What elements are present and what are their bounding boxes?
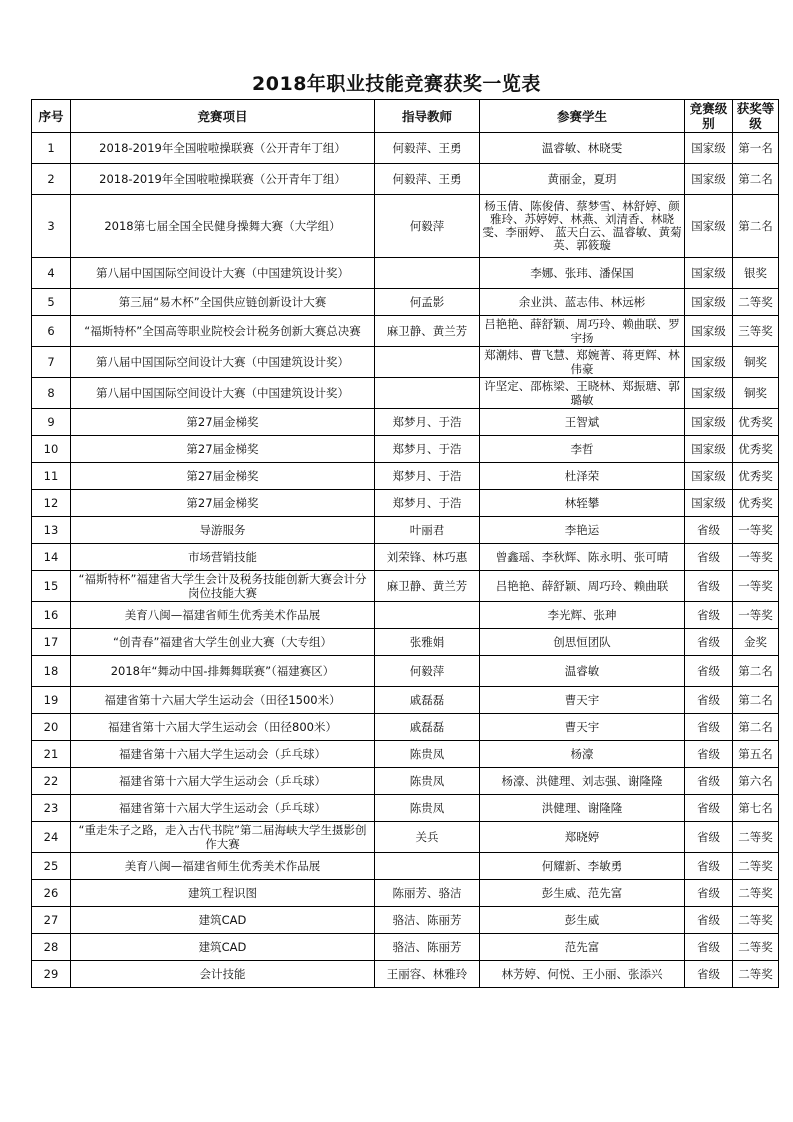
- cell-students: 彭生威、范先富: [480, 880, 685, 907]
- cell-teacher: 麻卫静、黄兰芳: [375, 316, 480, 347]
- cell-award: 一等奖: [733, 571, 779, 602]
- cell-students: 吕艳艳、薛舒颖、周巧玲、赖曲联: [480, 571, 685, 602]
- cell-no: 22: [32, 768, 71, 795]
- cell-students: 郑潮炜、曹飞慧、郑婉菁、蒋更辉、林伟豪: [480, 347, 685, 378]
- cell-level: 省级: [685, 517, 733, 544]
- cell-award: 第二名: [733, 164, 779, 195]
- cell-teacher: 何孟影: [375, 289, 480, 316]
- cell-level: 国家级: [685, 436, 733, 463]
- cell-level: 国家级: [685, 164, 733, 195]
- cell-teacher: 郑梦月、于浩: [375, 463, 480, 490]
- table-row: [32, 629, 779, 656]
- cell-no: 19: [32, 687, 71, 714]
- cell-no: 2: [32, 164, 71, 195]
- cell-award: 二等奖: [733, 880, 779, 907]
- cell-award: 二等奖: [733, 907, 779, 934]
- cell-teacher: [375, 347, 480, 378]
- cell-level: 国家级: [685, 258, 733, 289]
- cell-students: 杨玉倩、陈俊倩、蔡梦雪、林舒婷、颜雅玲、苏婷婷、林燕、刘清香、林晓雯、李丽婷、 蓝天白云、温睿敏、黄菊英、郭筱璇: [480, 195, 685, 258]
- table-row: [32, 258, 779, 289]
- cell-competition: 市场营销技能: [71, 544, 375, 571]
- cell-award: 三等奖: [733, 316, 779, 347]
- awards-table: [31, 99, 779, 988]
- table-row: [32, 571, 779, 602]
- cell-teacher: [375, 258, 480, 289]
- cell-competition: 第27届金梯奖: [71, 409, 375, 436]
- cell-competition: 福建省第十六届大学生运动会（田径800米）: [71, 714, 375, 741]
- header-no: 序号: [32, 100, 71, 133]
- table-row: [32, 436, 779, 463]
- cell-no: 20: [32, 714, 71, 741]
- table-row: [32, 741, 779, 768]
- cell-teacher: 何毅萍、王勇: [375, 164, 480, 195]
- cell-no: 21: [32, 741, 71, 768]
- table-row: [32, 714, 779, 741]
- cell-level: 国家级: [685, 490, 733, 517]
- cell-no: 1: [32, 133, 71, 164]
- cell-no: 26: [32, 880, 71, 907]
- cell-teacher: 叶丽君: [375, 517, 480, 544]
- cell-level: 国家级: [685, 378, 733, 409]
- cell-teacher: 郑梦月、于浩: [375, 436, 480, 463]
- table-row: [32, 961, 779, 988]
- cell-level: 省级: [685, 961, 733, 988]
- cell-no: 17: [32, 629, 71, 656]
- cell-students: 黄丽金，夏玥: [480, 164, 685, 195]
- cell-competition: 建筑工程识图: [71, 880, 375, 907]
- table-row: [32, 133, 779, 164]
- cell-level: 省级: [685, 880, 733, 907]
- cell-level: 省级: [685, 714, 733, 741]
- cell-teacher: [375, 378, 480, 409]
- cell-no: 23: [32, 795, 71, 822]
- cell-teacher: 何毅萍: [375, 656, 480, 687]
- cell-level: 省级: [685, 602, 733, 629]
- cell-students: 林芳婷、何悦、王小丽、张添兴: [480, 961, 685, 988]
- cell-teacher: 郑梦月、于浩: [375, 490, 480, 517]
- cell-award: 第七名: [733, 795, 779, 822]
- cell-competition: 第27届金梯奖: [71, 490, 375, 517]
- cell-no: 6: [32, 316, 71, 347]
- cell-competition: 第27届金梯奖: [71, 436, 375, 463]
- cell-competition: “福斯特杯”福建省大学生会计及税务技能创新大赛会计分岗位技能大赛: [71, 571, 375, 602]
- cell-teacher: [375, 853, 480, 880]
- cell-teacher: 何毅萍、王勇: [375, 133, 480, 164]
- cell-award: 第二名: [733, 687, 779, 714]
- cell-no: 3: [32, 195, 71, 258]
- cell-no: 15: [32, 571, 71, 602]
- cell-no: 28: [32, 934, 71, 961]
- cell-teacher: 骆洁、陈丽芳: [375, 934, 480, 961]
- cell-students: 温睿敏、林晓雯: [480, 133, 685, 164]
- cell-level: 省级: [685, 934, 733, 961]
- cell-award: 一等奖: [733, 602, 779, 629]
- cell-level: 国家级: [685, 347, 733, 378]
- cell-students: 余业洪、蓝志伟、林远彬: [480, 289, 685, 316]
- cell-competition: 2018-2019年全国啦啦操联赛（公开青年丁组）: [71, 133, 375, 164]
- cell-competition: 第八届中国国际空间设计大赛（中国建筑设计奖）: [71, 378, 375, 409]
- table-row: [32, 768, 779, 795]
- cell-teacher: 王丽容、林雅玲: [375, 961, 480, 988]
- table-row: [32, 195, 779, 258]
- cell-students: 彭生威: [480, 907, 685, 934]
- cell-level: 国家级: [685, 289, 733, 316]
- cell-competition: 第八届中国国际空间设计大赛（中国建筑设计奖）: [71, 347, 375, 378]
- cell-award: 二等奖: [733, 822, 779, 853]
- cell-students: 李哲: [480, 436, 685, 463]
- cell-competition: “福斯特杯”全国高等职业院校会计税务创新大赛总决赛: [71, 316, 375, 347]
- cell-award: 银奖: [733, 258, 779, 289]
- cell-teacher: [375, 602, 480, 629]
- cell-students: 何耀新、李敏勇: [480, 853, 685, 880]
- cell-level: 国家级: [685, 133, 733, 164]
- cell-level: 国家级: [685, 463, 733, 490]
- cell-level: 省级: [685, 907, 733, 934]
- cell-competition: “创青春”福建省大学生创业大赛（大专组）: [71, 629, 375, 656]
- cell-teacher: 关兵: [375, 822, 480, 853]
- cell-level: 省级: [685, 795, 733, 822]
- header-award: 获奖等级: [733, 100, 779, 133]
- cell-students: 洪健理、谢隆隆: [480, 795, 685, 822]
- cell-award: 铜奖: [733, 378, 779, 409]
- cell-award: 一等奖: [733, 544, 779, 571]
- cell-students: 林轾攀: [480, 490, 685, 517]
- cell-competition: 2018第七届全国全民健身操舞大赛（大学组）: [71, 195, 375, 258]
- table-row: [32, 934, 779, 961]
- cell-award: 第二名: [733, 714, 779, 741]
- cell-level: 省级: [685, 687, 733, 714]
- cell-award: 一等奖: [733, 517, 779, 544]
- cell-students: 杨濠、洪健理、刘志强、谢隆隆: [480, 768, 685, 795]
- cell-award: 铜奖: [733, 347, 779, 378]
- cell-no: 29: [32, 961, 71, 988]
- table-row: [32, 463, 779, 490]
- cell-no: 14: [32, 544, 71, 571]
- document-title: 2018年职业技能竞赛获奖一览表: [252, 73, 541, 95]
- cell-teacher: 何毅萍: [375, 195, 480, 258]
- cell-competition: 第三届“易木杯”全国供应链创新设计大赛: [71, 289, 375, 316]
- cell-competition: 建筑CAD: [71, 934, 375, 961]
- cell-award: 二等奖: [733, 961, 779, 988]
- cell-competition: 第八届中国国际空间设计大赛（中国建筑设计奖）: [71, 258, 375, 289]
- table-row: [32, 490, 779, 517]
- cell-level: 省级: [685, 544, 733, 571]
- cell-award: 金奖: [733, 629, 779, 656]
- cell-no: 11: [32, 463, 71, 490]
- header-teacher: 指导教师: [375, 100, 480, 133]
- cell-competition: “重走朱子之路，走入古代书院”第二届海峡大学生摄影创作大赛: [71, 822, 375, 853]
- cell-no: 13: [32, 517, 71, 544]
- table-row: [32, 517, 779, 544]
- header-competition: 竞赛项目: [71, 100, 375, 133]
- cell-level: 国家级: [685, 195, 733, 258]
- cell-award: 优秀奖: [733, 490, 779, 517]
- cell-competition: 导游服务: [71, 517, 375, 544]
- cell-no: 12: [32, 490, 71, 517]
- cell-teacher: 陈贵凤: [375, 741, 480, 768]
- header-row: [32, 100, 779, 133]
- cell-students: 李光辉、张珅: [480, 602, 685, 629]
- table-body: [32, 133, 779, 988]
- cell-award: 二等奖: [733, 289, 779, 316]
- table-row: [32, 316, 779, 347]
- cell-level: 国家级: [685, 316, 733, 347]
- cell-no: 9: [32, 409, 71, 436]
- header-students: 参赛学生: [480, 100, 685, 133]
- cell-level: 省级: [685, 853, 733, 880]
- cell-level: 省级: [685, 768, 733, 795]
- cell-competition: 会计技能: [71, 961, 375, 988]
- cell-competition: 2018年“舞动中国-排舞舞联赛”（福建赛区）: [71, 656, 375, 687]
- cell-teacher: 骆洁、陈丽芳: [375, 907, 480, 934]
- table-row: [32, 795, 779, 822]
- table-row: [32, 656, 779, 687]
- table-row: [32, 164, 779, 195]
- cell-teacher: 刘荣锋、林巧惠: [375, 544, 480, 571]
- table-row: [32, 378, 779, 409]
- cell-no: 16: [32, 602, 71, 629]
- cell-students: 曹天宇: [480, 687, 685, 714]
- cell-teacher: 张雅娟: [375, 629, 480, 656]
- cell-competition: 福建省第十六届大学生运动会（乒乓球）: [71, 741, 375, 768]
- cell-teacher: 戚磊磊: [375, 687, 480, 714]
- cell-no: 27: [32, 907, 71, 934]
- cell-competition: 福建省第十六届大学生运动会（田径1500米）: [71, 687, 375, 714]
- cell-no: 4: [32, 258, 71, 289]
- cell-competition: 美育八闽—福建省师生优秀美术作品展: [71, 853, 375, 880]
- table-row: [32, 822, 779, 853]
- cell-level: 省级: [685, 571, 733, 602]
- cell-students: 范先富: [480, 934, 685, 961]
- table-row: [32, 602, 779, 629]
- cell-competition: 福建省第十六届大学生运动会（乒乓球）: [71, 795, 375, 822]
- cell-level: 国家级: [685, 409, 733, 436]
- cell-no: 18: [32, 656, 71, 687]
- cell-teacher: 郑梦月、于浩: [375, 409, 480, 436]
- cell-award: 优秀奖: [733, 436, 779, 463]
- table-row: [32, 907, 779, 934]
- cell-students: 李娜、张玮、潘保国: [480, 258, 685, 289]
- cell-award: 第二名: [733, 656, 779, 687]
- cell-students: 王智斌: [480, 409, 685, 436]
- cell-award: 第五名: [733, 741, 779, 768]
- cell-level: 省级: [685, 629, 733, 656]
- cell-no: 24: [32, 822, 71, 853]
- cell-competition: 建筑CAD: [71, 907, 375, 934]
- cell-students: 杜泽荣: [480, 463, 685, 490]
- table-row: [32, 409, 779, 436]
- cell-students: 温睿敏: [480, 656, 685, 687]
- cell-no: 25: [32, 853, 71, 880]
- cell-no: 10: [32, 436, 71, 463]
- table-row: [32, 289, 779, 316]
- cell-students: 李艳运: [480, 517, 685, 544]
- table-row: [32, 880, 779, 907]
- table-row: [32, 853, 779, 880]
- cell-students: 曹天宇: [480, 714, 685, 741]
- table-row: [32, 347, 779, 378]
- table-row: [32, 687, 779, 714]
- cell-no: 7: [32, 347, 71, 378]
- cell-competition: 福建省第十六届大学生运动会（乒乓球）: [71, 768, 375, 795]
- cell-level: 省级: [685, 741, 733, 768]
- cell-award: 二等奖: [733, 934, 779, 961]
- cell-award: 优秀奖: [733, 463, 779, 490]
- cell-teacher: 戚磊磊: [375, 714, 480, 741]
- cell-students: 杨濠: [480, 741, 685, 768]
- cell-teacher: 麻卫静、黄兰芳: [375, 571, 480, 602]
- cell-competition: 第27届金梯奖: [71, 463, 375, 490]
- cell-students: 郑晓婷: [480, 822, 685, 853]
- cell-award: 第六名: [733, 768, 779, 795]
- cell-teacher: 陈贵凤: [375, 768, 480, 795]
- table-row: [32, 544, 779, 571]
- cell-teacher: 陈丽芳、骆洁: [375, 880, 480, 907]
- cell-award: 第二名: [733, 195, 779, 258]
- cell-students: 许坚定、邵栋梁、王晓林、郑振瑭、郭璐敏: [480, 378, 685, 409]
- cell-level: 省级: [685, 822, 733, 853]
- cell-award: 二等奖: [733, 853, 779, 880]
- cell-award: 第一名: [733, 133, 779, 164]
- cell-students: 创思恒团队: [480, 629, 685, 656]
- cell-no: 5: [32, 289, 71, 316]
- cell-teacher: 陈贵凤: [375, 795, 480, 822]
- cell-award: 优秀奖: [733, 409, 779, 436]
- cell-students: 吕艳艳、薛舒颖、周巧玲、赖曲联、罗宇扬: [480, 316, 685, 347]
- header-level: 竞赛级别: [685, 100, 733, 133]
- cell-level: 省级: [685, 656, 733, 687]
- cell-students: 曾鑫瑶、李秋辉、陈永明、张可晴: [480, 544, 685, 571]
- cell-competition: 2018-2019年全国啦啦操联赛（公开青年丁组）: [71, 164, 375, 195]
- cell-competition: 美育八闽—福建省师生优秀美术作品展: [71, 602, 375, 629]
- cell-no: 8: [32, 378, 71, 409]
